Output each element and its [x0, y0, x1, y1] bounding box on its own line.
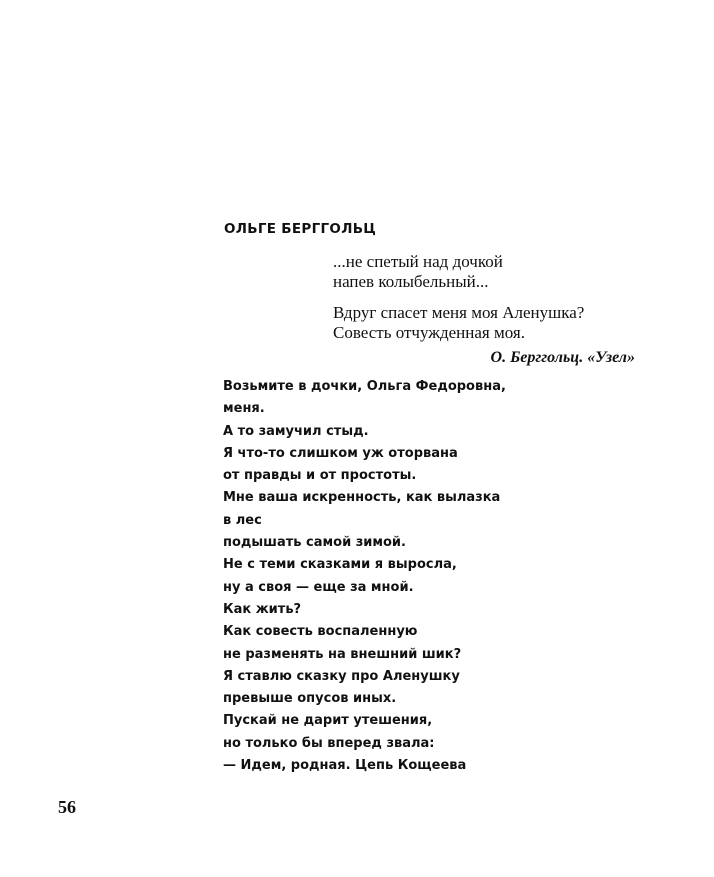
poem-line: А то замучил стыд.	[223, 423, 369, 439]
poem-line: превыше опусов иных.	[223, 691, 397, 707]
epigraph-stanza-1	[333, 252, 663, 292]
epigraph	[333, 252, 663, 368]
poem-body	[223, 376, 506, 777]
poem-line: Мне ваша искренность, как вылазка	[223, 490, 501, 506]
poem-line: — Идем, родная. Цепь Кощеева	[223, 758, 467, 774]
poem-line: Пускай не дарит утешения,	[223, 713, 433, 729]
poem-line: Как совесть воспаленную	[223, 624, 418, 640]
poem-line: не разменять на внешний шик?	[223, 646, 462, 662]
epigraph-line: Совесть отчужденная моя.	[333, 323, 525, 342]
poem-line: подышать самой зимой.	[223, 535, 406, 551]
epigraph-line: ...не спетый над дочкой	[333, 252, 503, 271]
poem-line: Я что-то слишком уж оторвана	[223, 445, 458, 461]
epigraph-stanza-2	[333, 303, 663, 343]
poem-title: ОЛЬГЕ БЕРГГОЛЬЦ	[224, 221, 377, 237]
page-number: 56	[58, 797, 76, 817]
poem-line: Не с теми сказками я выросла,	[223, 557, 457, 573]
poem-line: в лес	[223, 512, 262, 528]
poem-line: меня.	[223, 401, 265, 417]
poem-line: Возьмите в дочки, Ольга Федоровна,	[223, 379, 506, 394]
epigraph-line: Вдруг спасет меня моя Аленушка?	[333, 303, 585, 322]
poem-line: ну а своя — еще за мной.	[223, 579, 414, 595]
poem-line: но только бы вперед звала:	[223, 735, 435, 751]
poem-line: Как жить?	[223, 601, 302, 617]
poem-line: от правды и от простоты.	[223, 468, 417, 484]
epigraph-attribution: О. Берггольц. «Узел»	[490, 349, 635, 366]
poem-line: Я ставлю сказку про Аленушку	[223, 668, 460, 684]
epigraph-line: напев колыбельный...	[333, 272, 489, 291]
